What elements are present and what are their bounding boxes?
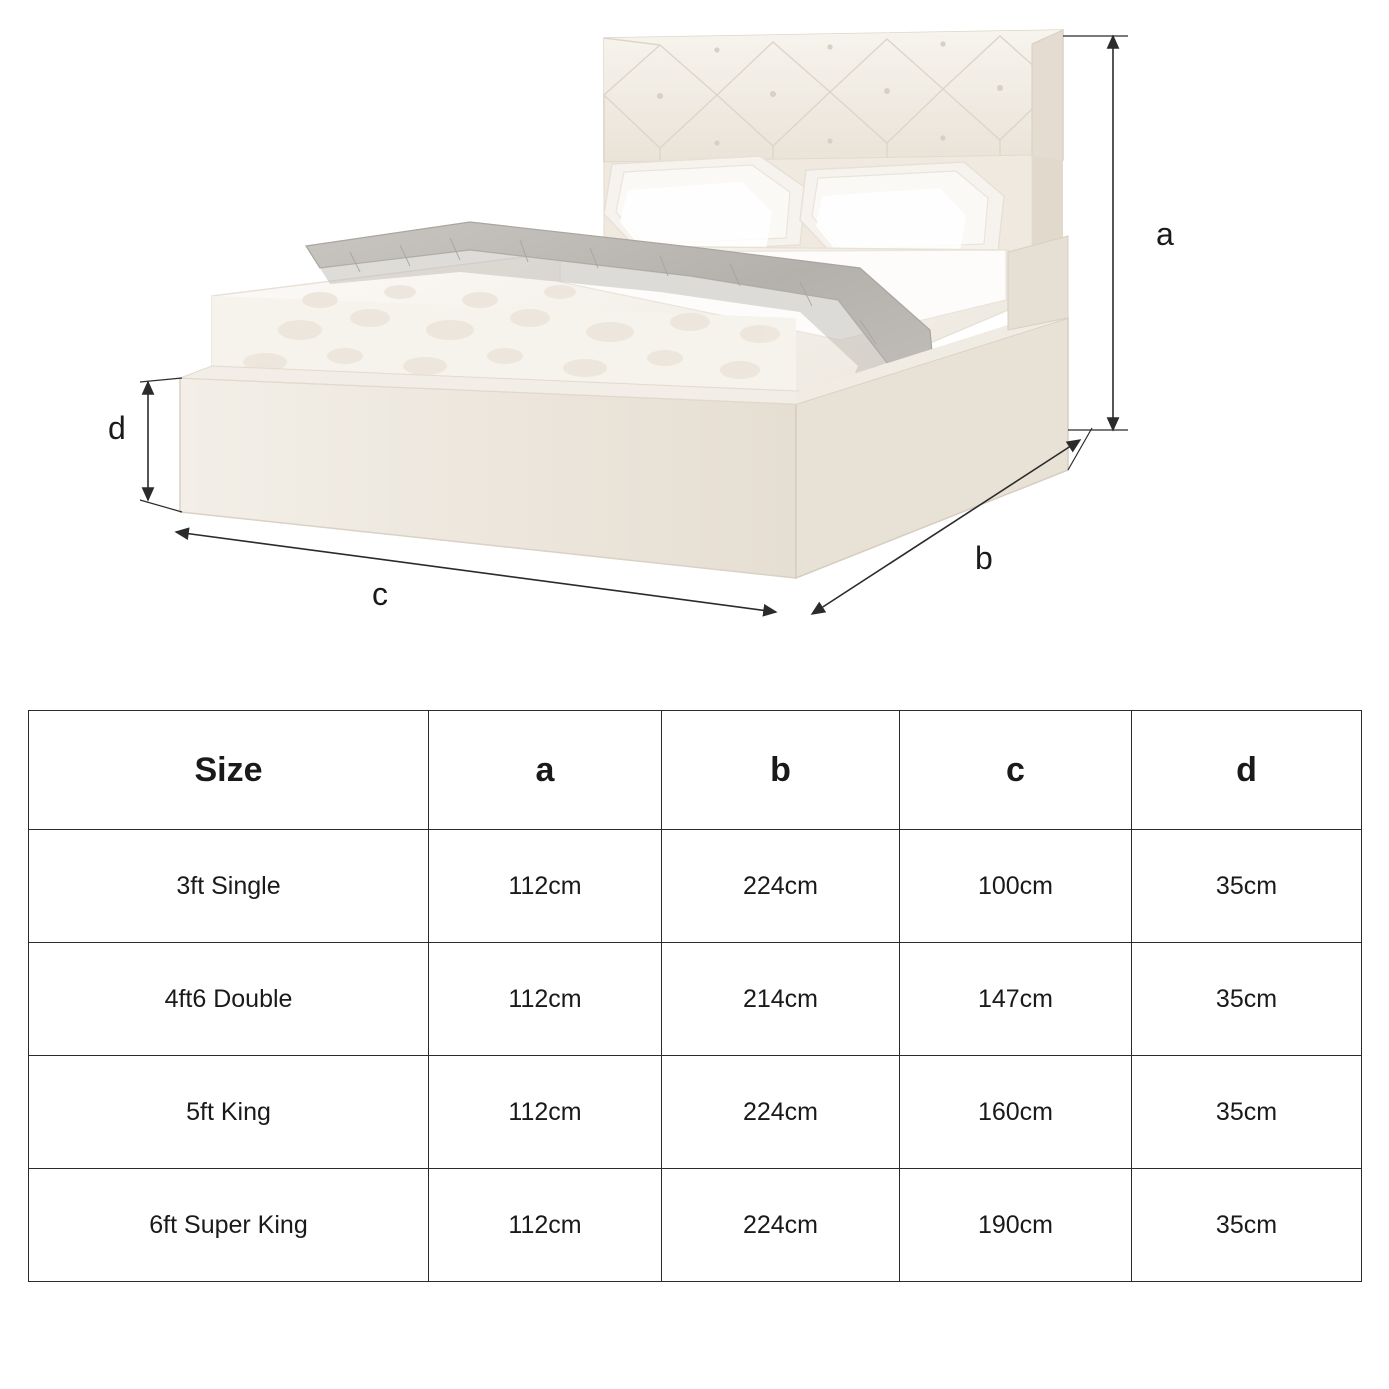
cell-size: 4ft6 Double: [29, 943, 429, 1056]
cell-d: 35cm: [1132, 1056, 1362, 1169]
cell-c: 190cm: [900, 1169, 1132, 1282]
cell-b: 214cm: [662, 943, 900, 1056]
cell-d: 35cm: [1132, 830, 1362, 943]
dimension-label-a: a: [1156, 216, 1174, 252]
column-header-size: Size: [29, 711, 429, 830]
column-header-a: a: [429, 711, 662, 830]
cell-c: 100cm: [900, 830, 1132, 943]
cell-d: 35cm: [1132, 1169, 1362, 1282]
bed-dimension-diagram: [0, 0, 1389, 680]
table-row: [29, 1169, 1362, 1282]
size-table-container: [28, 710, 1361, 1282]
cell-a: 112cm: [429, 943, 662, 1056]
cell-size: 3ft Single: [29, 830, 429, 943]
cell-a: 112cm: [429, 830, 662, 943]
dimension-label-b: b: [975, 540, 993, 576]
cell-b: 224cm: [662, 830, 900, 943]
table-header-row: [29, 711, 1362, 830]
cell-c: 160cm: [900, 1056, 1132, 1169]
column-header-c: c: [900, 711, 1132, 830]
cell-a: 112cm: [429, 1169, 662, 1282]
table-row: [29, 943, 1362, 1056]
column-header-d: d: [1132, 711, 1362, 830]
cell-b: 224cm: [662, 1169, 900, 1282]
cell-size: 6ft Super King: [29, 1169, 429, 1282]
size-table: [28, 710, 1362, 1282]
cell-b: 224cm: [662, 1056, 900, 1169]
cell-c: 147cm: [900, 943, 1132, 1056]
cell-a: 112cm: [429, 1056, 662, 1169]
column-header-b: b: [662, 711, 900, 830]
table-row: [29, 830, 1362, 943]
dimension-label-c: c: [372, 576, 388, 612]
table-row: [29, 1056, 1362, 1169]
cell-size: 5ft King: [29, 1056, 429, 1169]
dimension-label-d: d: [108, 410, 126, 446]
bed-illustration-svg: [0, 0, 1389, 680]
cell-d: 35cm: [1132, 943, 1362, 1056]
